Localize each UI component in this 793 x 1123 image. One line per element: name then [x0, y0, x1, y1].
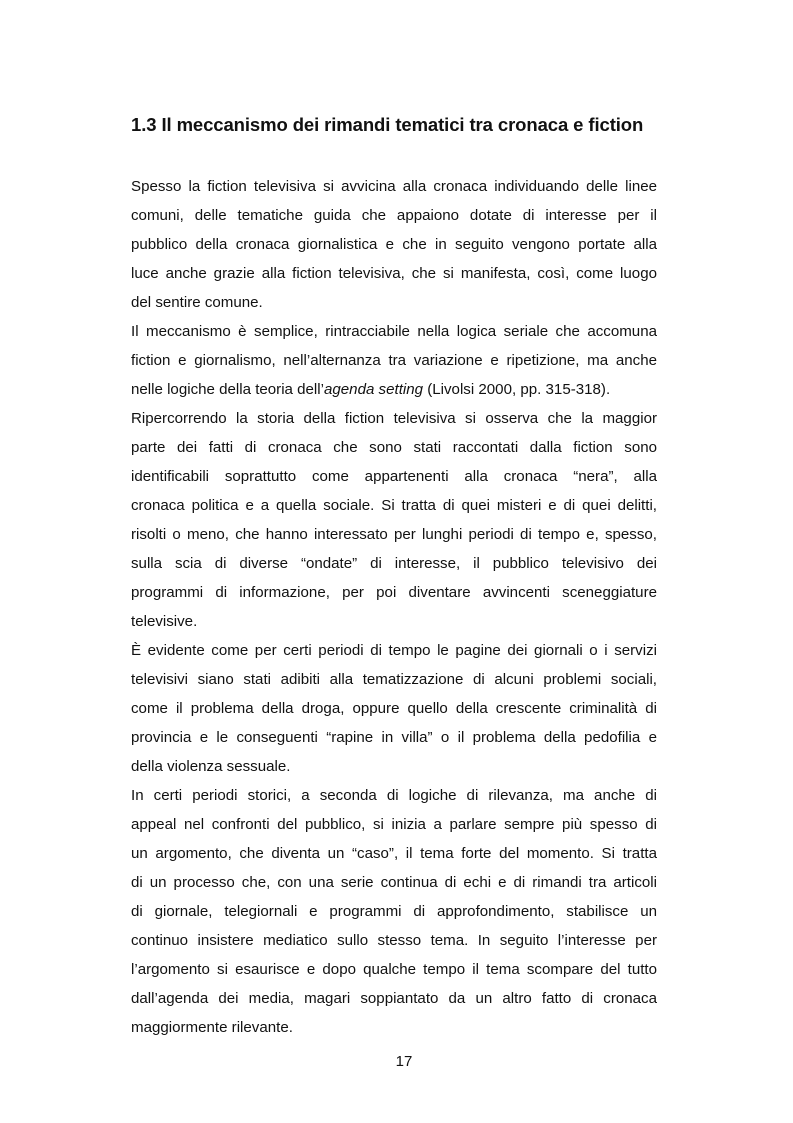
- paragraph-4: [131, 636, 657, 781]
- text-line: identificabili soprattutto come appartenenti alla cronaca “nera”, alla: [131, 468, 657, 485]
- text-line: maggiormente rilevante.: [131, 1019, 293, 1036]
- text-line: l’argomento si esaurisce e dopo qualche tempo il tema scompare del tutto: [131, 961, 657, 978]
- text-line: fiction e giornalismo, nell’alternanza tra variazione e ripetizione, ma anche: [131, 352, 657, 369]
- text-line: continuo insistere mediatico sullo stesso tema. In seguito l’interesse per: [131, 932, 657, 949]
- text-line: provincia e le conseguenti “rapine in villa” o il problema della pedofilia e: [131, 729, 657, 746]
- text-line: televisivi siano stati adibiti alla tematizzazione di alcuni problemi sociali,: [131, 671, 657, 688]
- paragraph-5: [131, 781, 657, 1042]
- text-line: dall’agenda dei media, magari soppiantato da un altro fatto di cronaca: [131, 990, 657, 1007]
- text-line: Ripercorrendo la storia della fiction televisiva si osserva che la maggior: [131, 410, 657, 427]
- page-number: 17: [395, 1053, 413, 1070]
- italic-term: agenda setting: [324, 381, 424, 398]
- paragraph-3: [131, 404, 657, 636]
- text-line: televisive.: [131, 613, 198, 630]
- text-line: comuni, delle tematiche guida che appaiono dotate di interesse per il: [131, 207, 657, 224]
- paragraph-2: [131, 317, 657, 404]
- text-line: In certi periodi storici, a seconda di logiche di rilevanza, ma anche di: [131, 787, 657, 804]
- text-fragment: nelle logiche della teoria dell’: [131, 381, 324, 398]
- text-line-with-italic: [131, 375, 657, 404]
- section-heading: 1.3 Il meccanismo dei rimandi tematici tra cronaca e fiction: [131, 114, 644, 135]
- text-line: appeal nel confronti del pubblico, si inizia a parlare sempre più spesso di: [131, 816, 657, 833]
- text-line: sulla scia di diverse “ondate” di interesse, il pubblico televisivo dei: [131, 555, 657, 572]
- text-line: pubblico della cronaca giornalistica e che in seguito vengono portate alla: [131, 236, 657, 253]
- paragraph-1: [131, 172, 657, 317]
- text-line: risolti o meno, che hanno interessato per lunghi periodi di tempo e, spesso,: [131, 526, 657, 543]
- text-line: del sentire comune.: [131, 294, 263, 311]
- text-line: di giornale, telegiornali e programmi di approfondimento, stabilisce un: [131, 903, 657, 920]
- text-line: parte dei fatti di cronaca che sono stati raccontati dalla fiction sono: [131, 439, 657, 456]
- text-line: programmi di informazione, per poi diventare avvincenti sceneggiature: [131, 584, 657, 601]
- text-line: luce anche grazie alla fiction televisiva, che si manifesta, così, come luogo: [131, 265, 657, 282]
- text-line: cronaca politica e a quella sociale. Si tratta di quei misteri e di quei delitti,: [131, 497, 657, 514]
- text-line: come il problema della droga, oppure quello della crescente criminalità di: [131, 700, 657, 717]
- text-line: Il meccanismo è semplice, rintracciabile nella logica seriale che accomuna: [131, 323, 657, 340]
- body-text: [131, 172, 657, 1042]
- text-line: di un processo che, con una serie continua di echi e di rimandi tra articoli: [131, 874, 657, 891]
- text-line: È evidente come per certi periodi di tempo le pagine dei giornali o i servizi: [131, 642, 657, 659]
- text-line: un argomento, che diventa un “caso”, il tema forte del momento. Si tratta: [131, 845, 657, 862]
- text-line: della violenza sessuale.: [131, 758, 291, 775]
- citation: (Livolsi 2000, pp. 315-318).: [423, 381, 611, 398]
- text-line: Spesso la fiction televisiva si avvicina alla cronaca individuando delle linee: [131, 178, 657, 195]
